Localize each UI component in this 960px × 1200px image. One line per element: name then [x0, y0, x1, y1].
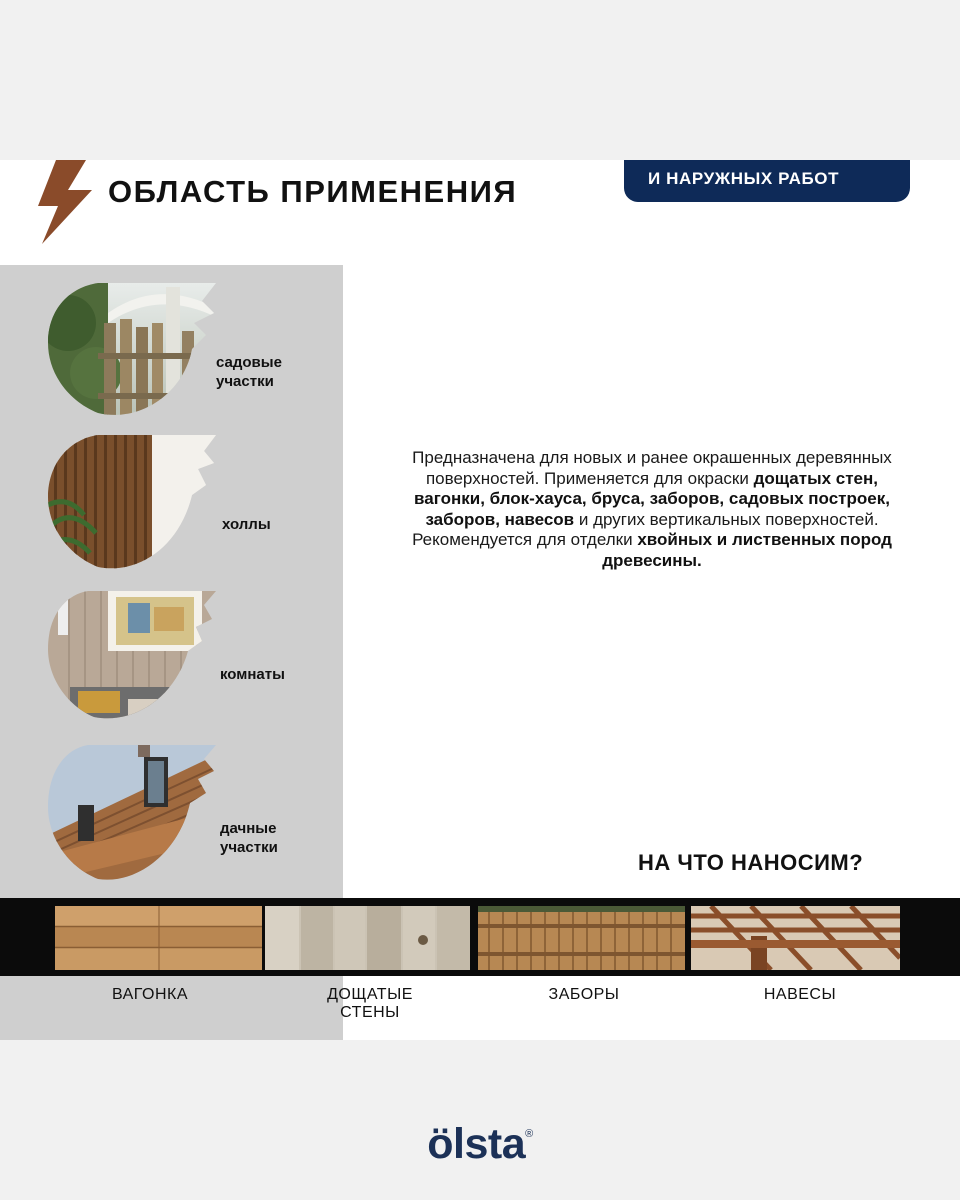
application-label-text: дачные участки: [220, 820, 278, 856]
application-country: [0, 745, 343, 895]
content-card: [0, 160, 960, 1040]
application-label: [222, 515, 271, 534]
garden-fence-photo: [48, 283, 216, 419]
page-title: ОБЛАСТЬ ПРИМЕНЕНИЯ: [108, 174, 518, 209]
surface-label-text: ВАГОНКА: [111, 986, 189, 1003]
application-label-text: холлы: [222, 516, 271, 533]
brand-logo: [0, 1120, 960, 1169]
lining-board-photo: [55, 906, 262, 970]
surface-label-text: ЗАБОРЫ: [548, 986, 620, 1003]
surface-label: [524, 986, 644, 1004]
logo-text: ölsta: [427, 1120, 526, 1168]
application-label-text: комнаты: [220, 666, 285, 683]
application-garden: [0, 283, 343, 433]
surface-label-text: ДОЩАТЫЕ СТЕНЫ: [327, 986, 413, 1021]
fence-photo: [478, 906, 685, 970]
description-text: Предназначена для новых и ранее окрашенных деревянных поверхностей. Применяется для окраски: [412, 448, 892, 488]
surfaces-strip: [0, 898, 960, 976]
usage-badge: [624, 160, 910, 202]
registered-mark: ®: [525, 1128, 533, 1140]
canopy-photo: [691, 906, 900, 970]
surface-label-text: НАВЕСЫ: [763, 986, 837, 1003]
description-bold: дощатых стен, вагонки, блок-хауса, бруса, заборов, садовых построек, заборов, навесов: [414, 468, 890, 529]
surface-label: [90, 986, 210, 1004]
lightning-bolt-icon: [34, 160, 94, 244]
description-text: и других вертикальных поверхностей. Рекомендуется для отделки: [412, 509, 879, 549]
application-halls: [0, 435, 343, 585]
surface-label: [300, 986, 440, 1022]
application-label-text: садовые участки: [216, 354, 282, 390]
plank-wall-photo: [265, 906, 470, 970]
application-label: [216, 353, 282, 391]
hall-wood-panels-photo: [48, 435, 216, 571]
application-label: [220, 665, 285, 684]
badge-label: И НАРУЖНЫХ РАБОТ: [648, 169, 840, 188]
application-rooms: [0, 591, 343, 741]
product-description: [404, 448, 900, 571]
surfaces-heading: НА ЧТО НАНОСИМ?: [638, 850, 864, 875]
application-label: [220, 819, 278, 857]
description-bold: хвойных и лиственных пород древесины.: [602, 530, 892, 570]
surface-label: [740, 986, 860, 1004]
country-house-photo: [48, 745, 216, 881]
room-interior-photo: [48, 591, 216, 727]
